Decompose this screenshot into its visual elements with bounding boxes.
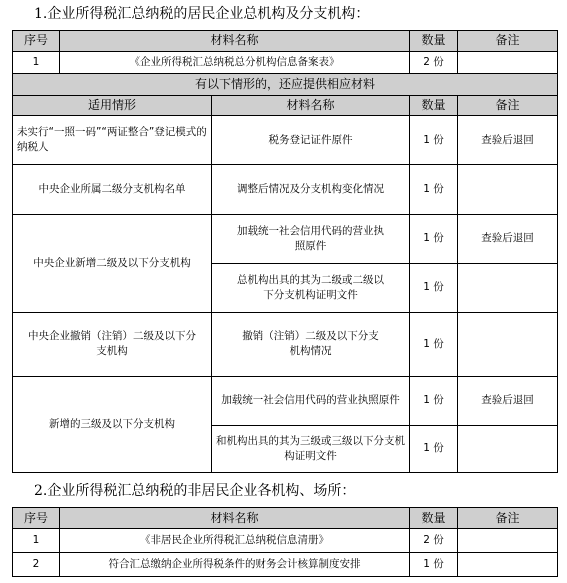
cell-note — [458, 425, 558, 472]
section2-heading: 2.企业所得税汇总纳税的非居民企业各机构、场所： — [34, 483, 356, 499]
cell-qty: 2 份 — [410, 529, 458, 553]
header-seq: 序号 — [13, 508, 60, 529]
table-row — [13, 529, 558, 553]
conditions-band-text: 有以下情形的，还应提供相应材料 — [13, 74, 558, 96]
cell-qty: 2 份 — [410, 51, 458, 74]
header-note: 备注 — [458, 508, 558, 529]
header-name: 材料名称 — [60, 31, 410, 52]
table-row — [13, 376, 558, 425]
cell-qty: 1 份 — [410, 425, 458, 472]
cell-name: 加载统一社会信用代码的营业执照原件 — [212, 376, 410, 425]
cell-note — [458, 165, 558, 214]
cell-qty: 1 份 — [410, 263, 458, 312]
cell-case: 中央企业所属二级分支机构名单 — [13, 165, 212, 214]
header-qty: 数量 — [410, 508, 458, 529]
cell-note — [458, 553, 558, 577]
table-row — [13, 116, 558, 165]
table-row — [13, 553, 558, 577]
table-row — [13, 165, 558, 214]
cell-note: 查验后退回 — [458, 116, 558, 165]
cell-note — [458, 263, 558, 312]
cell-seq: 1 — [13, 529, 60, 553]
cell-seq: 2 — [13, 553, 60, 577]
header-note: 备注 — [458, 31, 558, 52]
cell-qty: 1 份 — [410, 165, 458, 214]
table-row — [13, 312, 558, 376]
table-header-row — [13, 508, 558, 529]
table-header-row — [13, 31, 558, 52]
cell-name: 税务登记证件原件 — [212, 116, 410, 165]
section2-table — [12, 507, 558, 577]
cell-name: 调整后情况及分支机构变化情况 — [212, 165, 410, 214]
cell-qty: 1 份 — [410, 553, 458, 577]
sub-header-qty: 数量 — [410, 95, 458, 116]
sub-header-case: 适用情形 — [13, 95, 212, 116]
cell-case: 未实行“一照一码”“两证整合”登记模式的纳税人 — [13, 116, 212, 165]
section1-table — [12, 30, 558, 473]
cell-case: 新增的三级及以下分支机构 — [13, 376, 212, 472]
cell-qty: 1 份 — [410, 312, 458, 376]
sub-header-note: 备注 — [458, 95, 558, 116]
header-qty: 数量 — [410, 31, 458, 52]
cell-qty: 1 份 — [410, 376, 458, 425]
cell-qty: 1 份 — [410, 116, 458, 165]
header-name: 材料名称 — [60, 508, 410, 529]
cell-qty: 1 份 — [410, 214, 458, 263]
cell-name: 加载统一社会信用代码的营业执照原件 — [212, 214, 410, 263]
cell-note — [458, 312, 558, 376]
cell-name: 总机构出具的其为二级或二级以下分支机构证明文件 — [212, 263, 410, 312]
sub-header-name: 材料名称 — [212, 95, 410, 116]
cell-name: 撤销（注销）二级及以下分支机构情况 — [212, 312, 410, 376]
section1-heading: 1.企业所得税汇总纳税的居民企业总机构及分支机构： — [34, 6, 370, 22]
sub-header-row — [13, 95, 558, 116]
cell-seq: 1 — [13, 51, 60, 74]
cell-case: 中央企业新增二级及以下分支机构 — [13, 214, 212, 312]
table-row — [13, 51, 558, 74]
cell-name: 《非居民企业所得税汇总纳税信息清册》 — [60, 529, 410, 553]
cell-name: 符合汇总缴纳企业所得税条件的财务会计核算制度安排 — [60, 553, 410, 577]
cell-name: 《企业所得税汇总纳税总分机构信息备案表》 — [60, 51, 410, 74]
cell-note — [458, 529, 558, 553]
cell-note: 查验后退回 — [458, 376, 558, 425]
cell-note — [458, 51, 558, 74]
cell-case: 中央企业撤销（注销）二级及以下分支机构 — [13, 312, 212, 376]
cell-note: 查验后退回 — [458, 214, 558, 263]
cell-name: 和机构出具的其为三级或三级以下分支机构证明文件 — [212, 425, 410, 472]
conditions-band — [13, 74, 558, 96]
header-seq: 序号 — [13, 31, 60, 52]
table-row — [13, 214, 558, 263]
